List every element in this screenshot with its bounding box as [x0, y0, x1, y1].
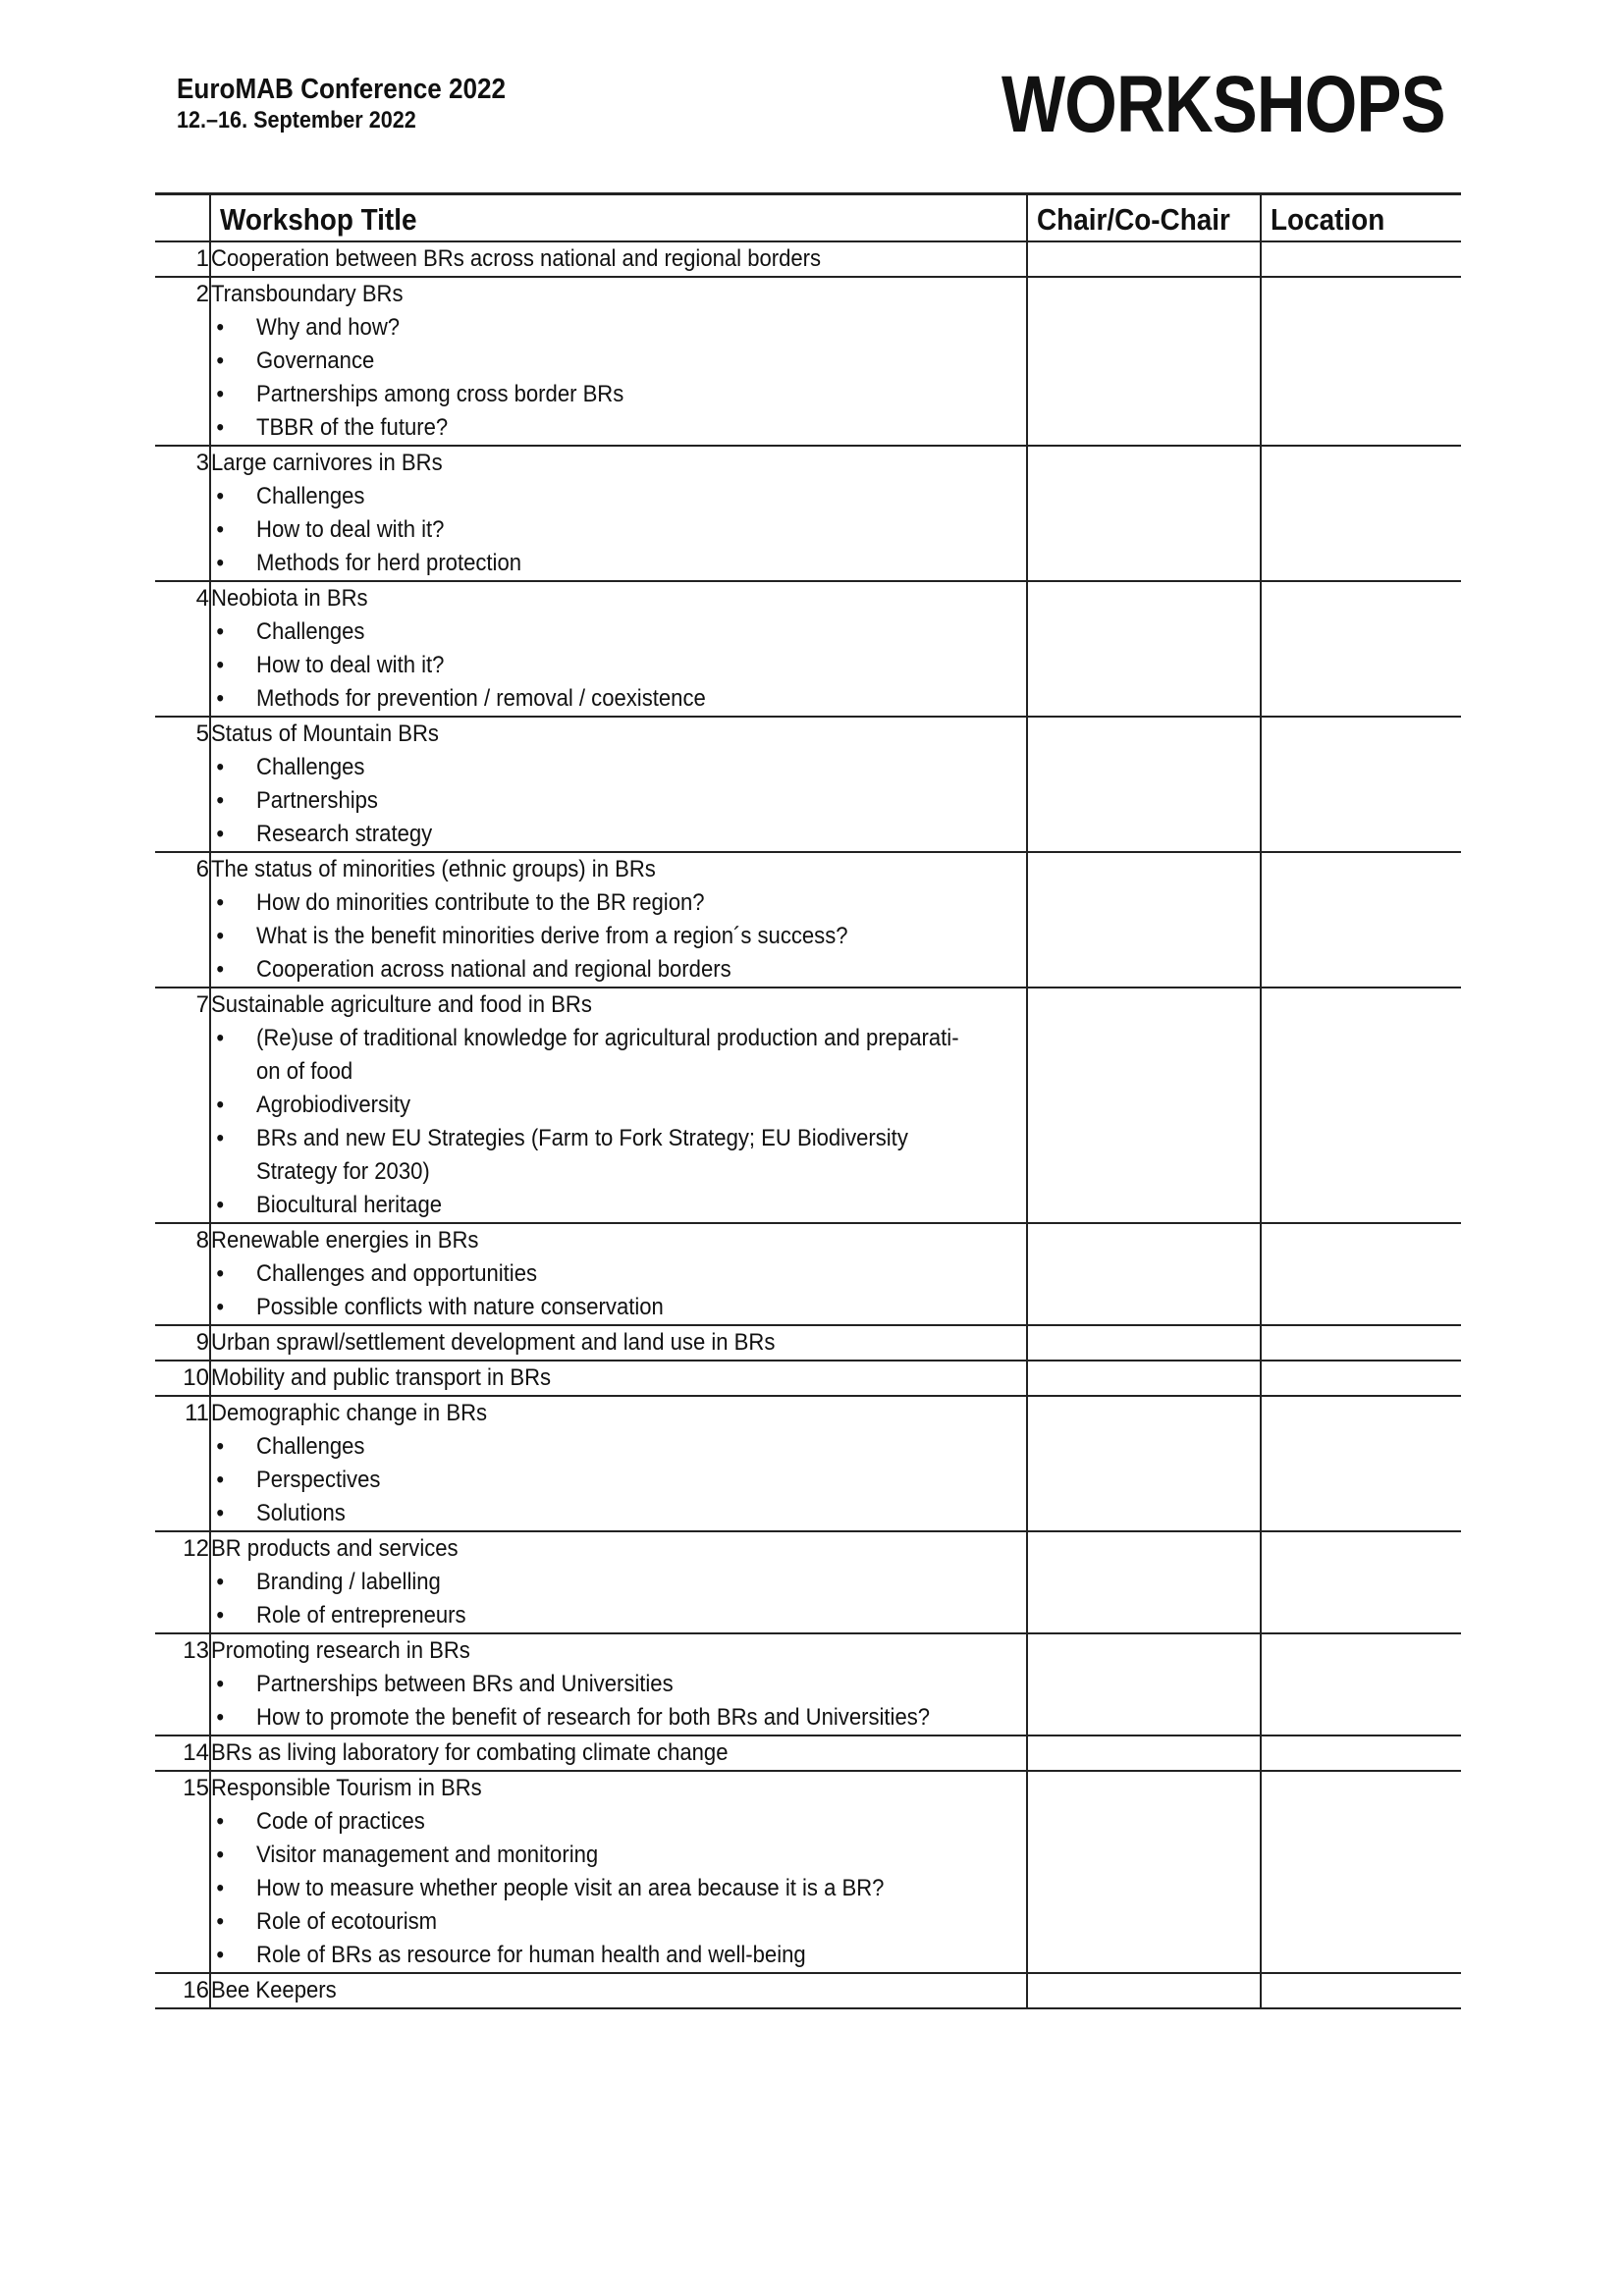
- chair-cell: [1027, 1973, 1261, 2008]
- chair-cell: [1027, 1735, 1261, 1771]
- bullet-icon: •: [216, 347, 225, 374]
- workshop-subtopics: [211, 751, 1026, 851]
- subtopic-item: [211, 1839, 961, 1872]
- subtopic-item: [211, 751, 961, 784]
- column-header-chair: Chair/Co-Chair: [1027, 194, 1261, 242]
- workshop-number: 11: [155, 1396, 210, 1531]
- location-cell: [1261, 277, 1461, 446]
- bullet-icon: •: [216, 956, 225, 983]
- table-row: [155, 1771, 1461, 1973]
- subtopic-text: How do minorities contribute to the BR region?: [256, 889, 705, 916]
- workshop-title-cell: [210, 1531, 1027, 1633]
- bullet-icon: •: [216, 1908, 225, 1935]
- bullet-icon: •: [216, 1433, 225, 1460]
- location-cell: [1261, 1633, 1461, 1735]
- workshop-title: Neobiota in BRs: [211, 585, 368, 612]
- bullet-icon: •: [216, 1569, 225, 1595]
- subtopic-text: Challenges: [256, 483, 365, 509]
- subtopic-text: Challenges: [256, 754, 365, 780]
- location-cell: [1261, 988, 1461, 1223]
- chair-cell: [1027, 988, 1261, 1223]
- table-row: [155, 1735, 1461, 1771]
- chair-cell: [1027, 1223, 1261, 1325]
- subtopic-item: [211, 1122, 961, 1189]
- workshop-title: Status of Mountain BRs: [211, 721, 439, 747]
- subtopic-item: [211, 1497, 961, 1530]
- workshop-title-cell: [210, 581, 1027, 717]
- workshop-title-cell: [210, 277, 1027, 446]
- bullet-icon: •: [216, 923, 225, 949]
- bullet-icon: •: [216, 1025, 225, 1051]
- chair-cell: [1027, 241, 1261, 277]
- bullet-icon: •: [216, 1704, 225, 1731]
- location-cell: [1261, 241, 1461, 277]
- table-row: [155, 277, 1461, 446]
- subtopic-text: Perspectives: [256, 1467, 381, 1493]
- table-row: [155, 1361, 1461, 1396]
- bullet-icon: •: [216, 381, 225, 407]
- subtopic-item: [211, 1701, 961, 1735]
- subtopic-text: Research strategy: [256, 821, 433, 847]
- subtopic-item: [211, 480, 961, 513]
- bullet-icon: •: [216, 652, 225, 678]
- bullet-icon: •: [216, 414, 225, 441]
- table-row: [155, 1325, 1461, 1361]
- subtopic-text: Biocultural heritage: [256, 1192, 443, 1218]
- workshop-title: Responsible Tourism in BRs: [211, 1775, 482, 1801]
- subtopic-item: [211, 649, 961, 682]
- subtopic-item: [211, 1939, 961, 1972]
- table-row: [155, 988, 1461, 1223]
- table-header-row: [155, 194, 1461, 242]
- subtopic-text: Methods for prevention / removal / coexistence: [256, 685, 706, 712]
- workshop-title-cell: [210, 1633, 1027, 1735]
- workshop-subtopics: [211, 1668, 1026, 1735]
- bullet-icon: •: [216, 787, 225, 814]
- workshop-number: 13: [155, 1633, 210, 1735]
- workshop-number: 14: [155, 1735, 210, 1771]
- workshop-subtopics: [211, 1805, 1026, 1972]
- subtopic-text: Why and how?: [256, 314, 401, 341]
- workshop-title: BR products and services: [211, 1535, 459, 1562]
- location-cell: [1261, 1531, 1461, 1633]
- bullet-icon: •: [216, 1467, 225, 1493]
- subtopic-item: [211, 682, 961, 716]
- table-row: [155, 446, 1461, 581]
- workshop-title: The status of minorities (ethnic groups) in BRs: [211, 856, 656, 882]
- subtopic-item: [211, 1872, 961, 1905]
- bullet-icon: •: [216, 516, 225, 543]
- bullet-icon: •: [216, 1092, 225, 1118]
- subtopic-text: (Re)use of traditional knowledge for agricultural production and preparati-on of food: [256, 1025, 959, 1085]
- subtopic-item: [211, 886, 961, 920]
- page-heading: WORKSHOPS: [1001, 60, 1445, 149]
- table-row: [155, 241, 1461, 277]
- chair-cell: [1027, 446, 1261, 581]
- subtopic-item: [211, 1189, 961, 1222]
- workshop-number: 8: [155, 1223, 210, 1325]
- chair-cell: [1027, 581, 1261, 717]
- subtopic-item: [211, 1464, 961, 1497]
- bullet-icon: •: [216, 314, 225, 341]
- subtopic-text: How to promote the benefit of research for both BRs and Universities?: [256, 1704, 931, 1731]
- bullet-icon: •: [216, 1260, 225, 1287]
- workshop-number: 16: [155, 1973, 210, 2008]
- workshop-title: Demographic change in BRs: [211, 1400, 488, 1426]
- bullet-icon: •: [216, 1942, 225, 1968]
- chair-cell: [1027, 1325, 1261, 1361]
- subtopic-text: Role of entrepreneurs: [256, 1602, 466, 1629]
- subtopic-item: [211, 411, 961, 445]
- subtopic-text: Role of BRs as resource for human health and well-being: [256, 1942, 806, 1968]
- conference-title: EuroMAB Conference 2022: [177, 74, 507, 105]
- bullet-icon: •: [216, 821, 225, 847]
- workshop-number: 6: [155, 852, 210, 988]
- workshop-title-cell: [210, 1735, 1027, 1771]
- location-cell: [1261, 446, 1461, 581]
- subtopic-text: Visitor management and monitoring: [256, 1842, 599, 1868]
- workshop-subtopics: [211, 1257, 1026, 1324]
- subtopic-text: Role of ecotourism: [256, 1908, 438, 1935]
- table-row: [155, 1396, 1461, 1531]
- subtopic-text: Challenges and opportunities: [256, 1260, 538, 1287]
- location-cell: [1261, 1771, 1461, 1973]
- subtopic-text: How to deal with it?: [256, 652, 445, 678]
- table-row: [155, 1973, 1461, 2008]
- bullet-icon: •: [216, 685, 225, 712]
- bullet-icon: •: [216, 1125, 225, 1151]
- bullet-icon: •: [216, 1192, 225, 1218]
- table-row: [155, 1531, 1461, 1633]
- workshop-number: 4: [155, 581, 210, 717]
- subtopic-item: [211, 378, 961, 411]
- workshop-title-cell: [210, 1973, 1027, 2008]
- workshop-title: Bee Keepers: [211, 1977, 337, 2003]
- workshop-title-cell: [210, 717, 1027, 852]
- bullet-icon: •: [216, 1842, 225, 1868]
- workshop-subtopics: [211, 480, 1026, 580]
- chair-cell: [1027, 1361, 1261, 1396]
- workshop-title-cell: [210, 988, 1027, 1223]
- bullet-icon: •: [216, 1671, 225, 1697]
- workshop-title-cell: [210, 1223, 1027, 1325]
- bullet-icon: •: [216, 889, 225, 916]
- workshop-title-cell: [210, 1325, 1027, 1361]
- table-body: [155, 241, 1461, 2008]
- chair-cell: [1027, 1633, 1261, 1735]
- workshop-number: 15: [155, 1771, 210, 1973]
- subtopic-item: [211, 818, 961, 851]
- workshop-title-cell: [210, 1361, 1027, 1396]
- subtopic-text: TBBR of the future?: [256, 414, 449, 441]
- subtopic-text: Challenges: [256, 618, 365, 645]
- subtopic-text: Partnerships between BRs and Universities: [256, 1671, 674, 1697]
- location-cell: [1261, 1223, 1461, 1325]
- workshop-title: Urban sprawl/settlement development and land use in BRs: [211, 1329, 776, 1356]
- subtopic-item: [211, 1291, 961, 1324]
- subtopic-item: [211, 311, 961, 345]
- workshop-number: 2: [155, 277, 210, 446]
- workshop-title: Transboundary BRs: [211, 281, 404, 307]
- location-cell: [1261, 581, 1461, 717]
- workshop-subtopics: [211, 1022, 1026, 1222]
- workshop-title-cell: [210, 1396, 1027, 1531]
- location-cell: [1261, 1396, 1461, 1531]
- workshops-table: [155, 192, 1461, 2009]
- bullet-icon: •: [216, 1294, 225, 1320]
- table-row: [155, 1633, 1461, 1735]
- subtopic-item: [211, 1566, 961, 1599]
- subtopic-text: Challenges: [256, 1433, 365, 1460]
- chair-cell: [1027, 277, 1261, 446]
- subtopic-item: [211, 953, 961, 987]
- workshop-title: Promoting research in BRs: [211, 1637, 470, 1664]
- workshop-title: Mobility and public transport in BRs: [211, 1364, 552, 1391]
- conference-header: [177, 73, 542, 135]
- subtopic-item: [211, 1022, 961, 1089]
- bullet-icon: •: [216, 483, 225, 509]
- subtopic-text: Solutions: [256, 1500, 346, 1526]
- workshop-title: Large carnivores in BRs: [211, 450, 443, 476]
- chair-cell: [1027, 852, 1261, 988]
- workshop-number: 1: [155, 241, 210, 277]
- subtopic-item: [211, 784, 961, 818]
- location-cell: [1261, 1973, 1461, 2008]
- location-cell: [1261, 852, 1461, 988]
- workshop-subtopics: [211, 886, 1026, 987]
- location-cell: [1261, 1325, 1461, 1361]
- chair-cell: [1027, 1396, 1261, 1531]
- workshop-subtopics: [211, 615, 1026, 716]
- subtopic-text: Partnerships: [256, 787, 378, 814]
- table-row: [155, 717, 1461, 852]
- table-row: [155, 852, 1461, 988]
- subtopic-text: Cooperation across national and regional borders: [256, 956, 731, 983]
- subtopic-text: Methods for herd protection: [256, 550, 522, 576]
- chair-cell: [1027, 1531, 1261, 1633]
- subtopic-item: [211, 920, 961, 953]
- subtopic-text: Code of practices: [256, 1808, 425, 1835]
- subtopic-item: [211, 1805, 961, 1839]
- workshop-subtopics: [211, 1430, 1026, 1530]
- column-header-location: Location: [1261, 194, 1461, 242]
- subtopic-item: [211, 513, 961, 547]
- chair-cell: [1027, 1771, 1261, 1973]
- bullet-icon: •: [216, 1602, 225, 1629]
- subtopic-item: [211, 1599, 961, 1632]
- subtopic-text: How to measure whether people visit an area because it is a BR?: [256, 1875, 885, 1901]
- chair-cell: [1027, 717, 1261, 852]
- bullet-icon: •: [216, 550, 225, 576]
- bullet-icon: •: [216, 618, 225, 645]
- workshop-title: BRs as living laboratory for combating climate change: [211, 1739, 729, 1766]
- workshop-title: Sustainable agriculture and food in BRs: [211, 991, 592, 1018]
- table-row: [155, 1223, 1461, 1325]
- subtopic-text: How to deal with it?: [256, 516, 445, 543]
- workshop-number: 7: [155, 988, 210, 1223]
- column-header-number: [155, 194, 210, 242]
- workshop-number: 5: [155, 717, 210, 852]
- subtopic-item: [211, 615, 961, 649]
- bullet-icon: •: [216, 754, 225, 780]
- workshop-title: Renewable energies in BRs: [211, 1227, 479, 1254]
- workshop-title-cell: [210, 446, 1027, 581]
- column-header-title: Workshop Title: [210, 194, 1027, 242]
- location-cell: [1261, 1361, 1461, 1396]
- subtopic-text: Branding / labelling: [256, 1569, 441, 1595]
- subtopic-item: [211, 1430, 961, 1464]
- workshop-title-cell: [210, 852, 1027, 988]
- workshop-title-cell: [210, 1771, 1027, 1973]
- workshop-title: Cooperation between BRs across national and regional borders: [211, 245, 822, 272]
- workshop-title-cell: [210, 241, 1027, 277]
- subtopic-item: [211, 1089, 961, 1122]
- workshop-number: 10: [155, 1361, 210, 1396]
- subtopic-item: [211, 1905, 961, 1939]
- conference-dates: 12.–16. September 2022: [177, 107, 416, 133]
- location-cell: [1261, 1735, 1461, 1771]
- subtopic-item: [211, 1257, 961, 1291]
- workshop-subtopics: [211, 311, 1026, 445]
- bullet-icon: •: [216, 1808, 225, 1835]
- workshop-number: 9: [155, 1325, 210, 1361]
- table-row: [155, 581, 1461, 717]
- subtopic-text: Agrobiodiversity: [256, 1092, 411, 1118]
- workshop-number: 12: [155, 1531, 210, 1633]
- location-cell: [1261, 717, 1461, 852]
- subtopic-text: Possible conflicts with nature conservation: [256, 1294, 664, 1320]
- workshop-number: 3: [155, 446, 210, 581]
- subtopic-text: Partnerships among cross border BRs: [256, 381, 624, 407]
- subtopic-text: What is the benefit minorities derive from a region´s success?: [256, 923, 848, 949]
- subtopic-item: [211, 1668, 961, 1701]
- subtopic-text: Governance: [256, 347, 375, 374]
- subtopic-item: [211, 345, 961, 378]
- bullet-icon: •: [216, 1875, 225, 1901]
- workshop-subtopics: [211, 1566, 1026, 1632]
- subtopic-item: [211, 547, 961, 580]
- bullet-icon: •: [216, 1500, 225, 1526]
- subtopic-text: BRs and new EU Strategies (Farm to Fork Strategy; EU Biodiversity Strategy for 2030): [256, 1125, 908, 1185]
